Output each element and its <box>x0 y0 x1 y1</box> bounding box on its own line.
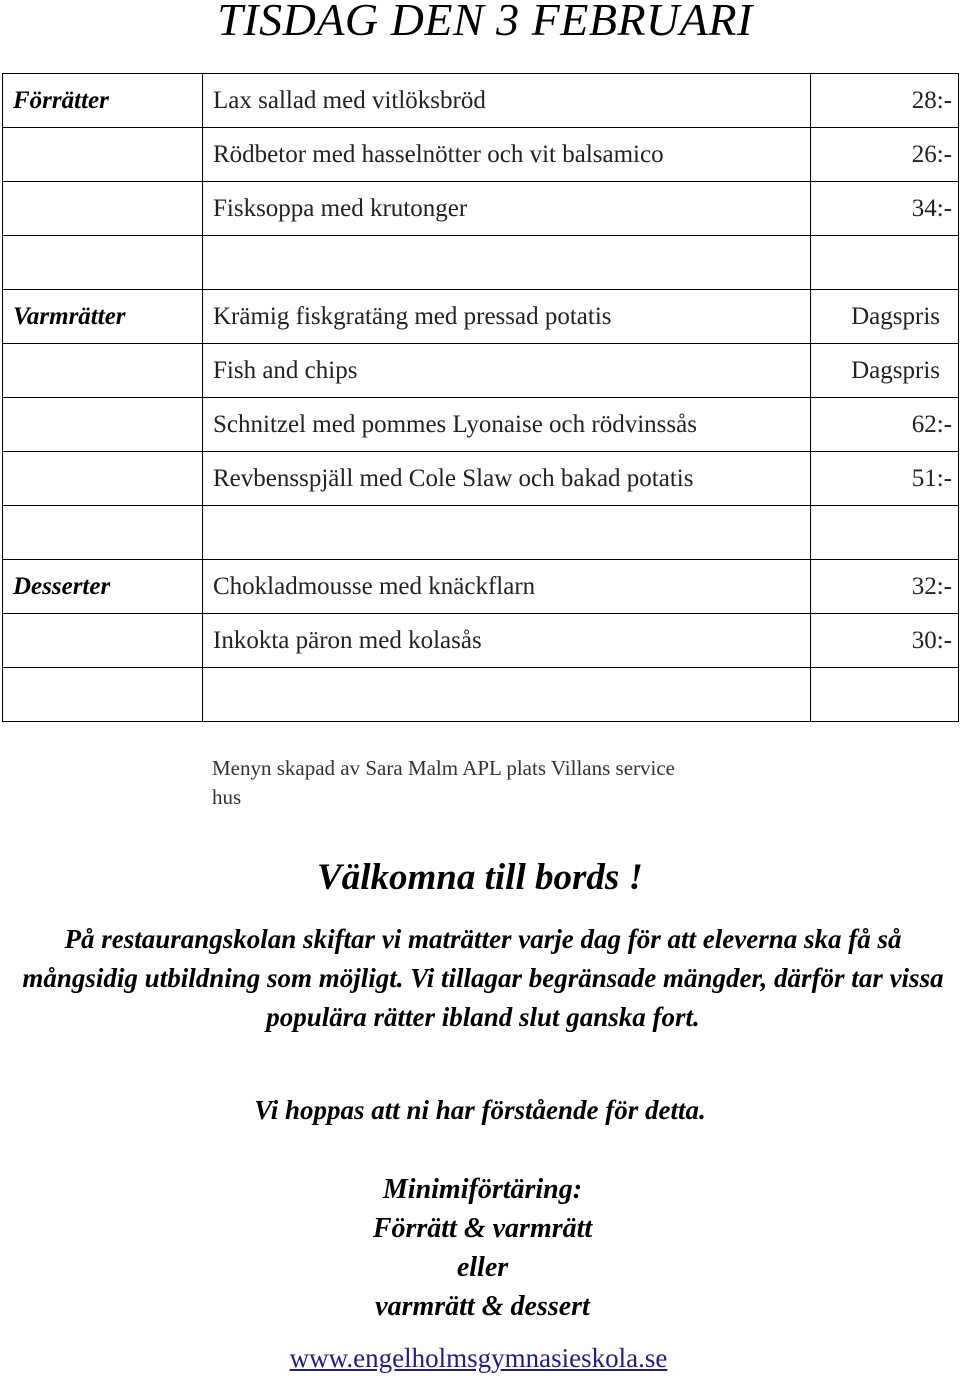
table-row <box>3 236 959 290</box>
dish-name: Chokladmousse med knäckflarn <box>203 560 811 614</box>
empty-cell <box>3 452 203 506</box>
minimum-or: eller <box>456 1252 509 1283</box>
table-row <box>3 128 959 182</box>
dish-price: 62:- <box>811 398 959 452</box>
minimum-option: Förrätt & varmrätt <box>372 1213 593 1244</box>
empty-cell <box>3 236 203 290</box>
table-row <box>3 398 959 452</box>
dish-price: Dagspris <box>811 290 959 344</box>
empty-cell <box>3 128 203 182</box>
dish-price: 28:- <box>811 74 959 128</box>
table-row <box>3 614 959 668</box>
table-row <box>3 344 959 398</box>
table-row <box>3 506 959 560</box>
info-paragraph: På restaurangskolan skiftar vi maträtter varje dag för att eleverna ska få så mångsidig utbildning som möjligt. Vi tillagar begränsade mängder, därför tar vissa populära rätter ibland slut ganska fort. <box>22 924 944 1032</box>
dish-price: 34:- <box>811 182 959 236</box>
empty-cell <box>3 668 203 722</box>
welcome-heading: Välkomna till bords ! <box>317 857 643 898</box>
empty-cell <box>3 344 203 398</box>
dish-name: Revbensspjäll med Cole Slaw och bakad potatis <box>203 452 811 506</box>
dish-price: Dagspris <box>811 344 959 398</box>
dish-name <box>203 236 811 290</box>
dish-name: Inkokta päron med kolasås <box>203 614 811 668</box>
credit-line: hus <box>212 785 242 809</box>
dish-price: 26:- <box>811 128 959 182</box>
menu-table <box>2 73 959 722</box>
dish-name: Krämig fiskgratäng med pressad potatis <box>203 290 811 344</box>
minimum-heading: Minimiförtäring: <box>382 1174 583 1205</box>
table-row <box>3 74 959 128</box>
credit-line: Menyn skapad av Sara Malm APL plats Villans service <box>212 756 675 780</box>
dish-name: Schnitzel med pommes Lyonaise och rödvinssås <box>203 398 811 452</box>
empty-cell <box>3 182 203 236</box>
minimum-order <box>0 1170 960 1326</box>
category-label: Desserter <box>3 560 203 614</box>
minimum-option: varmrätt & dessert <box>375 1291 590 1322</box>
dish-price: 32:- <box>811 560 959 614</box>
empty-cell <box>3 506 203 560</box>
page-title: TISDAG DEN 3 FEBRUARI <box>217 0 753 45</box>
category-label: Varmrätter <box>3 290 203 344</box>
table-row <box>3 182 959 236</box>
dish-price <box>811 236 959 290</box>
table-row <box>3 452 959 506</box>
dish-name: Fish and chips <box>203 344 811 398</box>
table-row <box>3 560 959 614</box>
menu-credit <box>212 754 772 812</box>
table-row <box>3 290 959 344</box>
dish-price: 30:- <box>811 614 959 668</box>
dish-name: Fisksoppa med krutonger <box>203 182 811 236</box>
dish-price <box>811 506 959 560</box>
dish-price <box>811 668 959 722</box>
empty-cell <box>3 614 203 668</box>
dish-name <box>203 506 811 560</box>
table-row <box>3 668 959 722</box>
dish-price: 51:- <box>811 452 959 506</box>
dish-name: Lax sallad med vitlöksbröd <box>203 74 811 128</box>
dish-name <box>203 668 811 722</box>
hope-text: Vi hoppas att ni har förstående för detta. <box>254 1095 706 1125</box>
website-link[interactable]: www.engelholmsgymnasieskola.se <box>289 1343 668 1373</box>
category-label: Förrätter <box>3 74 203 128</box>
dish-name: Rödbetor med hasselnötter och vit balsamico <box>203 128 811 182</box>
empty-cell <box>3 398 203 452</box>
